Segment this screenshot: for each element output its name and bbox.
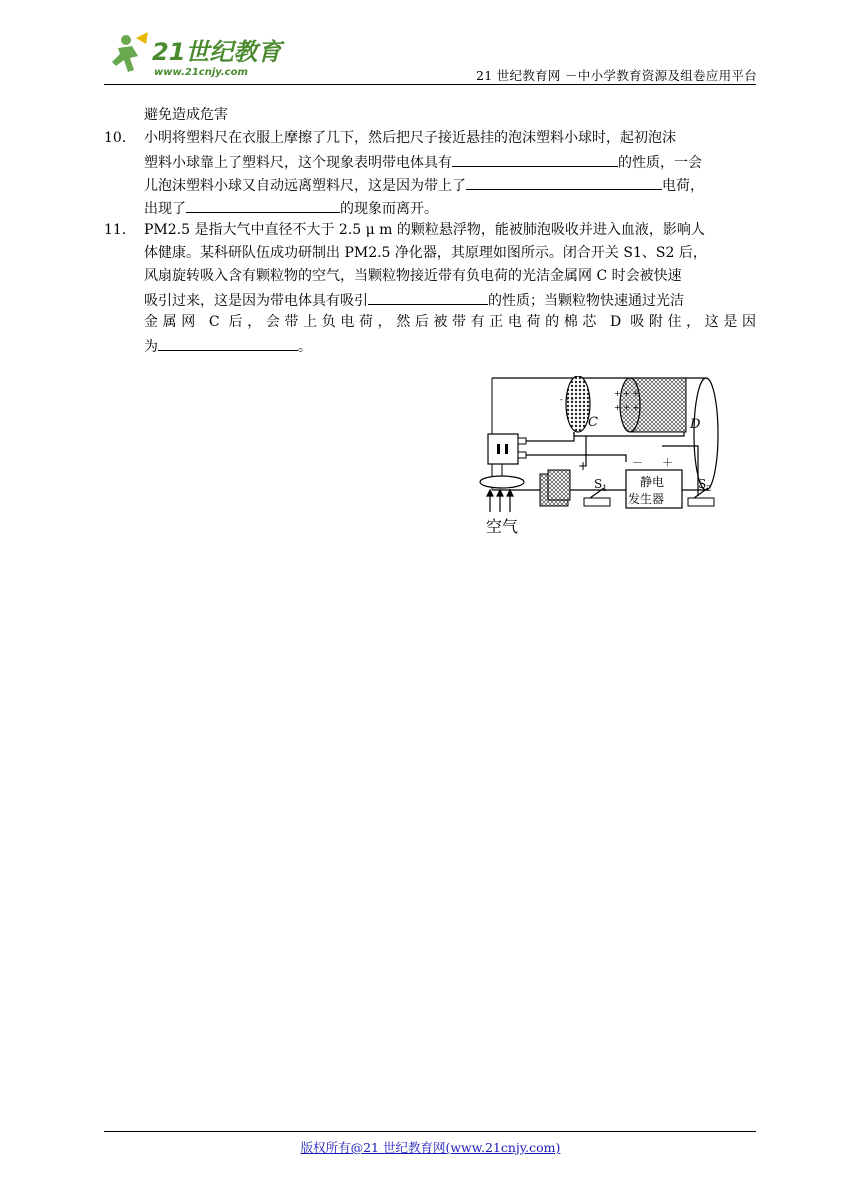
- q11-line-4b: 的性质；当颗粒物快速通过光洁: [488, 293, 684, 309]
- q10-line-4a: 出现了: [144, 201, 186, 217]
- q11-blank-2[interactable]: [158, 334, 298, 351]
- purifier-diagram: [466, 376, 726, 540]
- air-label: 空气: [486, 517, 519, 536]
- q11-line-5: 金属网 C 后，会带上负电荷，然后被带有正电荷的棉芯 D 吸附住，这是因: [144, 314, 756, 330]
- header-site-text: 21 世纪教育网 －中小学教育资源及组卷应用平台: [475, 68, 757, 83]
- generator-line-2: 发生器: [628, 492, 665, 506]
- question-11: [104, 219, 756, 357]
- page-header: [0, 0, 861, 92]
- logo-text: 21世纪教育: [152, 38, 282, 66]
- logo-url: www.21cnjy.com: [154, 67, 248, 78]
- footer-rule: [104, 1131, 756, 1132]
- q11-line-1: PM2.5 是指大气中直径不大于 2.5 μ m 的颗粒悬浮物，能被肺泡吸收并进入血液，影响人: [144, 222, 705, 238]
- header-rule: [104, 84, 756, 85]
- question-content: [104, 104, 756, 357]
- q10-line-1: 小明将塑料尺在衣服上摩擦了几下，然后把尺子接近悬挂的泡沫塑料小球时，起初泡沫: [144, 130, 676, 146]
- label-s2: $S_2$: [698, 477, 712, 493]
- continued-line: 避免造成危害: [144, 107, 228, 123]
- q10-blank-1[interactable]: [452, 150, 618, 167]
- label-c: C: [588, 415, 598, 430]
- label-s1: $S_1$: [594, 477, 608, 493]
- generator-minus: －: [632, 456, 643, 469]
- svg-text:+ + +: + + +: [614, 403, 640, 412]
- battery-icon: [540, 459, 588, 506]
- q11-number: 11．: [104, 222, 136, 238]
- q10-blank-2[interactable]: [466, 173, 662, 190]
- q10-line-3b: 电荷，: [662, 178, 704, 194]
- runner-icon: [112, 32, 148, 72]
- q11-blank-1[interactable]: [368, 288, 488, 305]
- q10-number: 10．: [104, 130, 136, 146]
- svg-text:- - -: - - -: [560, 395, 574, 404]
- switch-s1: [584, 477, 610, 506]
- question-10: [104, 127, 756, 219]
- cotton-core-d: [614, 378, 701, 432]
- mesh-c: [560, 376, 598, 432]
- q11-line-6a: 为: [144, 339, 158, 355]
- generator-plus: ＋: [662, 456, 673, 469]
- site-logo: [104, 28, 294, 80]
- battery-plus: +: [578, 459, 589, 473]
- q11-line-3: 风扇旋转吸入含有颗粒物的空气，当颗粒物接近带有负电荷的光洁金属网 C 时会被快速: [144, 268, 682, 284]
- q10-blank-3[interactable]: [186, 196, 340, 213]
- q10-line-2b: 的性质，一会: [618, 155, 702, 171]
- q11-line-4a: 吸引过来，这是因为带电体具有吸引: [144, 293, 368, 309]
- q10-line-4b: 的现象而离开。: [340, 201, 438, 217]
- q11-line-6b: 。: [298, 339, 312, 355]
- generator-line-1: 静电: [640, 475, 665, 489]
- q10-line-3a: 儿泡沫塑料小球又自动远离塑料尺，这是因为带上了: [144, 178, 466, 194]
- q10-line-2a: 塑料小球靠上了塑料尺，这个现象表明带电体具有: [144, 155, 452, 171]
- svg-text:+ + +: + + +: [614, 389, 640, 398]
- q11-line-2: 体健康。某科研队伍成功研制出 PM2.5 净化器，其原理如图所示。闭合开关 S1、S2 后，: [144, 245, 707, 261]
- footer-copyright-link[interactable]: 版权所有@21 世纪教育网(www.21cnjy.com): [300, 1140, 561, 1155]
- airflow-arrows: [487, 490, 513, 512]
- label-d: D: [690, 417, 701, 432]
- fan-icon: [480, 434, 526, 488]
- electrostatic-generator: [626, 456, 682, 508]
